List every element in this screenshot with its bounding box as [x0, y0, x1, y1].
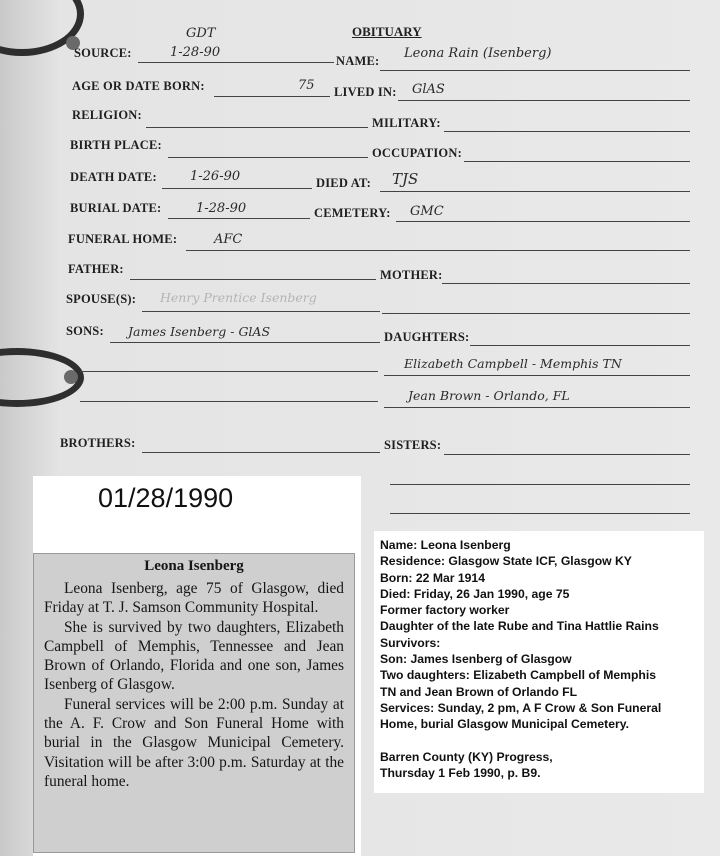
line-daughter-1	[384, 375, 690, 376]
label-brothers: BROTHERS:	[60, 436, 136, 450]
line-blank-2	[80, 401, 378, 402]
line-mother	[442, 283, 690, 284]
label-burial-date: BURIAL DATE:	[70, 201, 162, 215]
clipping-paragraph: Funeral services will be 2:00 p.m. Sunday at the A. F. Crow and Son Funeral Home with burial in the Glasgow Municipal Cemetery. Visitation will be after 3:00 p.m. Saturday at the funeral home.	[44, 695, 344, 790]
line-sisters-3	[390, 513, 690, 514]
line-death-date	[162, 188, 312, 189]
handwritten-cemetery: GMC	[410, 204, 444, 219]
clipping-paragraph: She is survived by two daughters, Elizabeth Campbell of Memphis, Tennessee and Jean Brown of Orlando, Florida and one son, James Isenberg of Glasgow.	[44, 618, 344, 694]
line-blank-1	[80, 371, 378, 372]
handwritten-funeral-home: AFC	[214, 232, 243, 247]
summary-line: Name: Leona Isenberg	[380, 538, 511, 552]
summary-line: Died: Friday, 26 Jan 1990, age 75	[380, 586, 570, 601]
line-spouse-extra	[382, 313, 690, 314]
line-sisters-2	[390, 484, 690, 485]
line-birth-place	[168, 157, 368, 158]
label-lived-in: LIVED IN:	[334, 85, 397, 99]
label-source: SOURCE:	[74, 46, 132, 60]
label-occupation: OCCUPATION:	[372, 146, 462, 160]
handwritten-spouse: Henry Prentice Isenberg	[160, 290, 317, 305]
label-mother: MOTHER:	[380, 268, 443, 282]
summary-line: Former factory worker	[380, 603, 510, 618]
summary-line: Thursday 1 Feb 1990, p. B9.	[380, 765, 541, 780]
label-died-at: DIED AT:	[316, 176, 371, 190]
label-sisters: SISTERS:	[384, 438, 442, 452]
handwritten-source: 1-28-90	[170, 45, 221, 60]
summary-line: Daughter of the late Rube and Tina Hattlie Rains	[380, 619, 659, 634]
line-age	[214, 96, 330, 97]
handwritten-daughter-2: Jean Brown - Orlando, FL	[408, 388, 570, 403]
handwritten-lived-in: GlAS	[412, 82, 445, 97]
newspaper-clipping	[33, 553, 355, 853]
label-spouse: SPOUSE(S):	[66, 292, 137, 306]
line-occupation	[464, 161, 690, 162]
label-cemetery: CEMETERY:	[314, 206, 391, 220]
label-military: MILITARY:	[372, 116, 441, 130]
summary-line	[380, 733, 704, 749]
clipping-title: Leona Isenberg	[144, 558, 244, 574]
line-brothers	[142, 452, 380, 453]
handwritten-sons: James Isenberg - GlAS	[128, 324, 271, 339]
handwritten-burial-date: 1-28-90	[196, 201, 247, 216]
handwritten-age: 75	[298, 78, 315, 93]
label-father: FATHER:	[68, 262, 124, 276]
line-daughters	[470, 345, 690, 346]
summary-line: Two daughters: Elizabeth Campbell of Memphis	[380, 668, 657, 683]
summary-line: TN and Jean Brown of Orlando FL	[380, 684, 578, 699]
line-religion	[146, 127, 368, 128]
line-cemetery	[396, 221, 690, 222]
line-daughter-2	[384, 407, 690, 408]
line-funeral-home	[186, 250, 690, 251]
label-death-date: DEATH DATE:	[70, 170, 157, 184]
line-name	[380, 70, 690, 71]
summary-line: Services: Sunday, 2 pm, A F Crow & Son Funeral	[380, 700, 662, 715]
binder-hole-middle	[64, 370, 78, 384]
line-military	[444, 131, 690, 132]
line-spouse	[142, 311, 380, 312]
summary-box	[374, 531, 704, 793]
line-source	[138, 62, 334, 63]
handwritten-daughter-1: Elizabeth Campbell - Memphis TN	[404, 356, 622, 371]
line-sons	[110, 342, 380, 343]
label-age: AGE OR DATE BORN:	[72, 79, 205, 93]
label-daughters: DAUGHTERS:	[384, 330, 470, 344]
summary-line: Barren County (KY) Progress,	[380, 749, 553, 764]
line-died-at	[380, 191, 690, 192]
summary-line: Home, burial Glasgow Municipal Cemetery.	[380, 717, 629, 732]
line-father	[130, 279, 376, 280]
handwritten-source-top: GDT	[186, 26, 216, 41]
summary-line: Born: 22 Mar 1914	[380, 570, 485, 585]
summary-line: Residence: Glasgow State ICF, Glasgow KY	[380, 554, 632, 569]
handwritten-death-date: 1-26-90	[190, 169, 241, 184]
form-title: OBITUARY	[352, 24, 422, 39]
handwritten-died-at: TJS	[392, 170, 419, 188]
handwritten-name: Leona Rain (Isenberg)	[404, 46, 552, 61]
summary-line: Survivors:	[380, 635, 441, 650]
label-sons: SONS:	[66, 324, 104, 338]
label-religion: RELIGION:	[72, 108, 142, 122]
line-sisters	[444, 454, 690, 455]
date-heading: 01/28/1990	[98, 483, 234, 513]
label-birth-place: BIRTH PLACE:	[70, 138, 162, 152]
label-funeral-home: FUNERAL HOME:	[68, 232, 178, 246]
label-name: NAME:	[336, 54, 380, 68]
line-lived-in	[398, 100, 690, 101]
clipping-paragraph: Leona Isenberg, age 75 of Glasgow, died Friday at T. J. Samson Community Hospital.	[44, 580, 344, 617]
line-burial-date	[168, 218, 310, 219]
summary-line: Son: James Isenberg of Glasgow	[380, 652, 572, 667]
